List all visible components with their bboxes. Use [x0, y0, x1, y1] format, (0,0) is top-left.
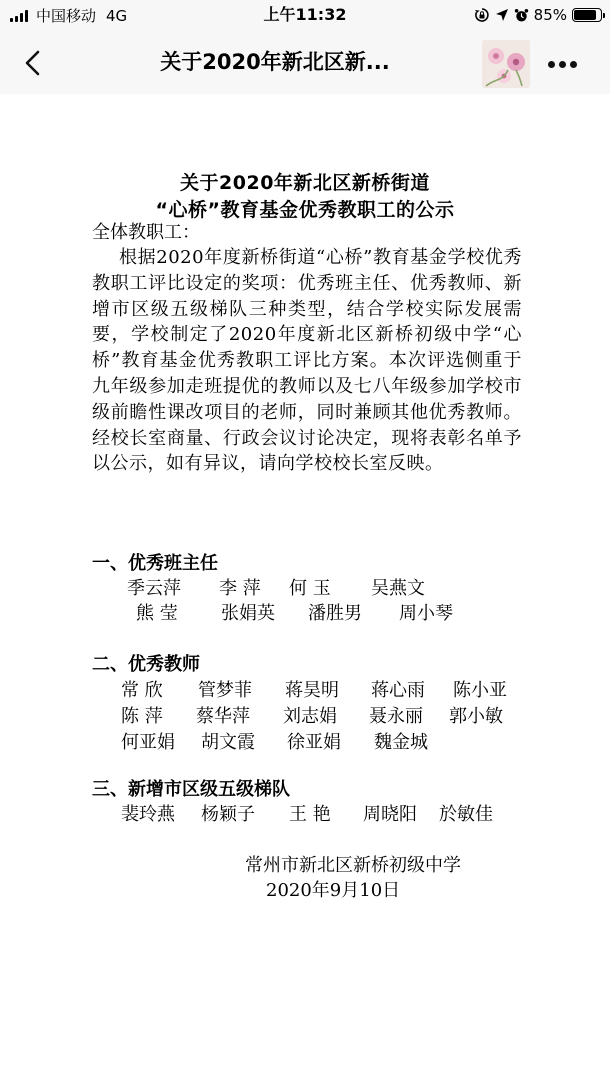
- person-name: 蒋昊明: [285, 680, 339, 701]
- person-name: 陈小亚: [453, 680, 507, 701]
- person-name: 杨颖子: [201, 804, 255, 825]
- status-bar: [0, 0, 610, 32]
- signature-organization: 常州市新北区新桥初级中学: [245, 855, 461, 876]
- person-name: 徐亚娟: [287, 732, 341, 753]
- person-name: 於敏佳: [439, 804, 493, 825]
- person-name: 胡文霞: [201, 732, 255, 753]
- status-right: [474, 6, 602, 24]
- signature-date: 2020年9月10日: [266, 880, 401, 901]
- back-chevron-icon: [24, 50, 40, 76]
- section-title-head-teacher: 一、优秀班主任: [92, 553, 218, 574]
- salutation: 全体教职工：: [92, 222, 200, 243]
- more-dot: [570, 61, 577, 68]
- network-type: 4G: [106, 7, 128, 25]
- person-name: 熊 莹: [136, 603, 178, 624]
- person-name: 常 欣: [121, 680, 163, 701]
- section-title-teachers: 二、优秀教师: [92, 654, 200, 675]
- person-name: 蔡华萍: [196, 706, 250, 727]
- location-arrow-icon: [495, 8, 509, 22]
- battery-level-fill: [574, 10, 596, 20]
- person-name: 何亚娟: [121, 732, 175, 753]
- person-name: 潘胜男: [308, 603, 362, 624]
- person-name: 裴玲燕: [121, 804, 175, 825]
- person-name: 李 萍: [219, 578, 261, 599]
- person-name: 郭小敏: [449, 706, 503, 727]
- article-title-line-2: “心桥”教育基金优秀教职工的公示: [155, 199, 455, 221]
- person-name: 何 玉: [289, 578, 331, 599]
- section-title-echelon: 三、新增市区级五级梯队: [92, 779, 290, 800]
- person-name: 张娟英: [221, 603, 275, 624]
- alarm-clock-icon: [514, 8, 529, 23]
- more-dot: [548, 61, 555, 68]
- person-name: 王 艳: [289, 804, 331, 825]
- person-name: 刘志娟: [283, 706, 337, 727]
- article-title-line-1: 关于2020年新北区新桥街道: [180, 172, 430, 194]
- person-name: 管梦菲: [198, 680, 252, 701]
- battery-percent: 85%: [533, 6, 567, 24]
- person-name: 聂永丽: [369, 706, 423, 727]
- person-name: 周小琴: [399, 603, 453, 624]
- rotation-lock-icon: [474, 7, 490, 23]
- more-options-button[interactable]: [540, 50, 584, 78]
- status-time: 上午11:32: [263, 5, 347, 24]
- person-name: 吴燕文: [371, 578, 425, 599]
- page-title: 关于2020年新北区新...: [160, 50, 390, 74]
- person-name: 季云萍: [127, 578, 181, 599]
- person-name: 周晓阳: [363, 804, 417, 825]
- body-paragraph: 根据2020年度新桥街道“心桥”教育基金学校优秀教职工评比设定的奖项：优秀班主任、优秀教师、新增市区级五级梯队三种类型，结合学校实际发展需要，学校制定了2020年度新北区新桥初级中学“心桥”教育基金优秀教职工评比方案。本次评选侧重于九年级参加走班提优的教师以及七八年级参加学校市级前瞻性课改项目的老师，同时兼顾其他优秀教师。经校长室商量、行政会议讨论决定，现将表彰名单予以公示，如有异议，请向学校校长室反映。: [92, 247, 522, 475]
- battery-icon: [572, 8, 602, 22]
- more-dot: [559, 61, 566, 68]
- person-name: 陈 萍: [121, 706, 163, 727]
- flower-avatar-image: [482, 40, 530, 88]
- nav-bar: [0, 32, 610, 94]
- carrier-name: 中国移动: [36, 7, 97, 25]
- person-name: 蒋心雨: [371, 680, 425, 701]
- person-name: 魏金城: [374, 732, 428, 753]
- account-avatar[interactable]: [482, 40, 530, 88]
- back-button[interactable]: [14, 45, 50, 81]
